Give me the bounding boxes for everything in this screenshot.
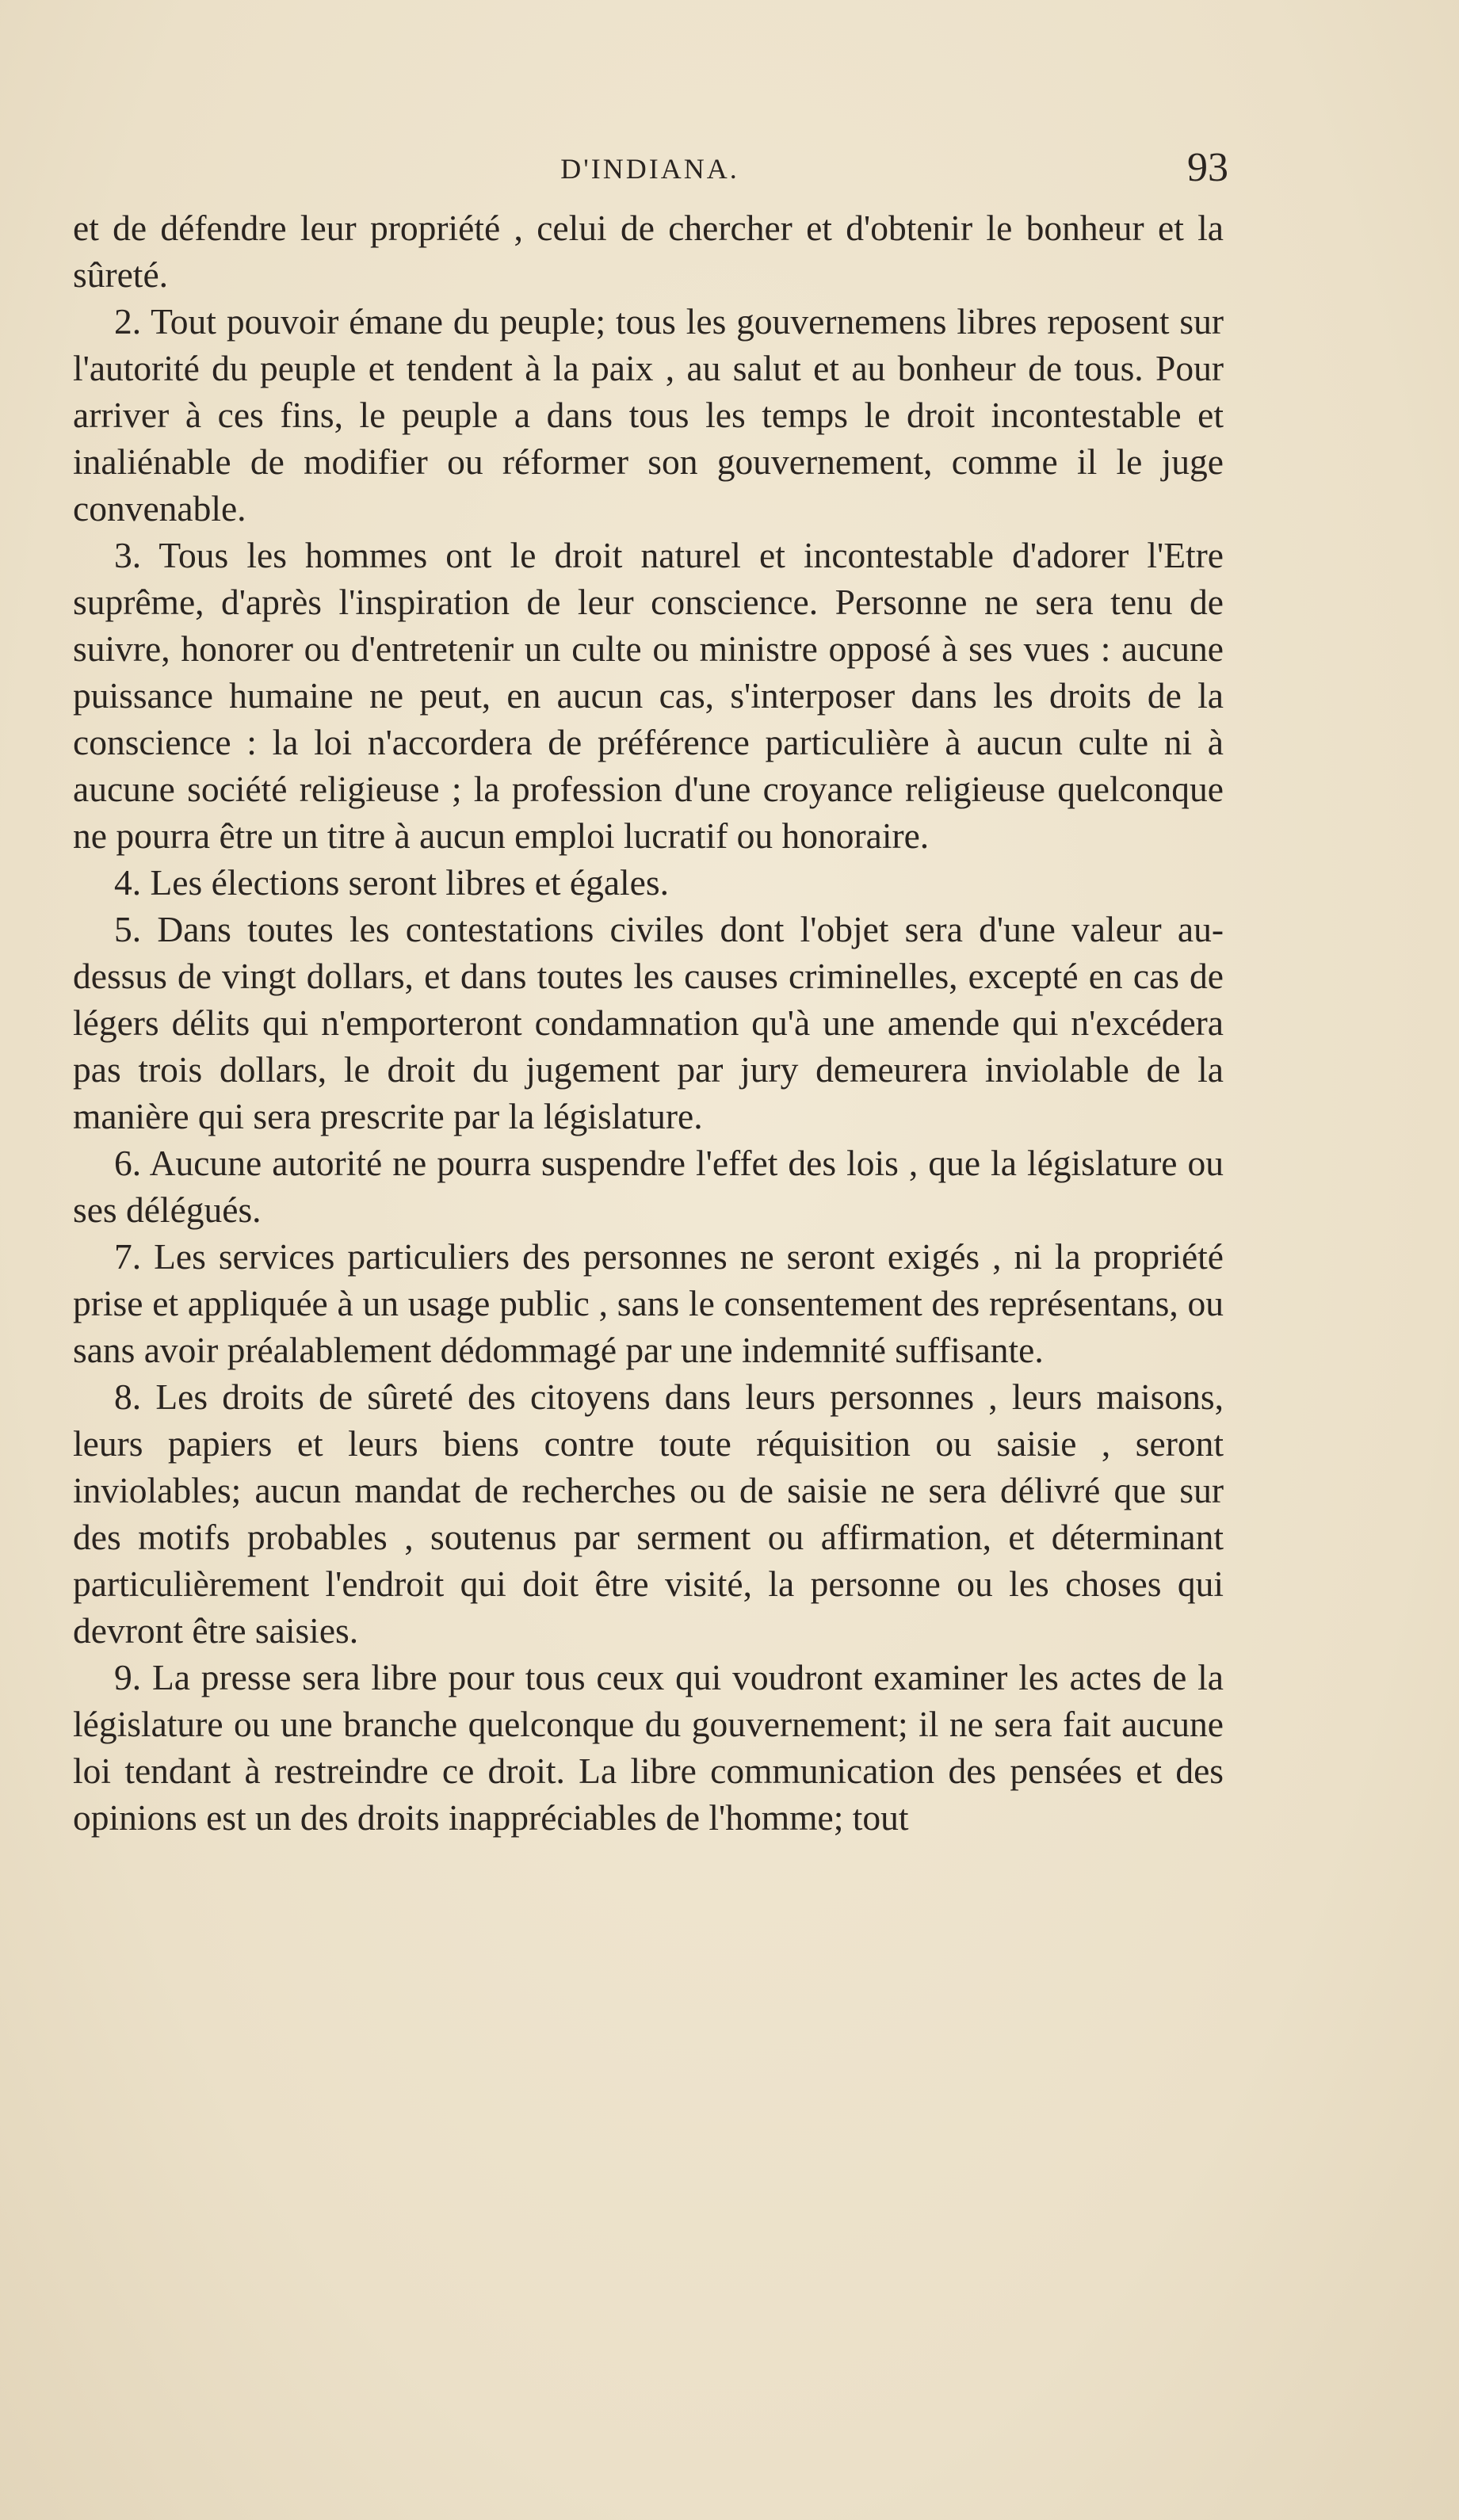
paragraph-continuation: et de défendre leur propriété , celui de chercher et d'obtenir le bonheur et la sûreté.: [73, 208, 1224, 295]
running-head: D'INDIANA.: [560, 153, 739, 185]
article-2: 2. Tout pouvoir émane du peuple; tous les gouvernemens libres reposent sur l'autorité du peuple et tendent à la paix , au salut et au bonheur de tous. Pour arriver à ces fins, le peuple a dans tous les temps le droit incontestable et inaliénable de modifier ou réformer son gouvernement, comme il le juge convenable.: [73, 301, 1224, 529]
article-6: 6. Aucune autorité ne pourra suspendre l'effet des lois , que la législature ou ses délégués.: [73, 1143, 1224, 1230]
article-5: 5. Dans toutes les contestations civiles dont l'objet sera d'une valeur au-dessus de vingt dollars, et dans toutes les causes criminelles, excepté en cas de légers délits qui n'emporteront condamnation qu'à une amende qui n'excédera pas trois dollars, le droit du jugement par jury demeurera inviolable de la manière qui sera prescrite par la législature.: [73, 909, 1224, 1136]
article-8: 8. Les droits de sûreté des citoyens dans leurs personnes , leurs maisons, leurs papiers et leurs biens contre toute réquisition ou saisie , seront inviolables; aucun mandat de recherches ou de saisie ne sera délivré que sur des motifs probables , soutenus par serment ou affirmation, et déterminant particulièrement l'endroit qui doit être visité, la personne ou les choses qui devront être saisies.: [73, 1376, 1224, 1651]
body-text: [73, 204, 1224, 1841]
article-9: 9. La presse sera libre pour tous ceux qui voudront examiner les actes de la législature ou une branche quelconque du gouvernement; il ne sera fait aucune loi tendant à restreindre ce droit. La libre communication des pensées et des opinions est un des droits inappréciables de l'homme; tout: [73, 1657, 1224, 1838]
article-7: 7. Les services particuliers des personnes ne seront exigés , ni la propriété prise et appliquée à un usage public , sans le consentement des représentans, ou sans avoir préalablement dédommagé par une indemnité suffisante.: [73, 1236, 1224, 1370]
page-header: [71, 145, 1228, 197]
article-4: 4. Les élections seront libres et égales.: [114, 862, 669, 903]
article-3: 3. Tous les hommes ont le droit naturel et incontestable d'adorer l'Etre suprême, d'après l'inspiration de leur conscience. Personne ne sera tenu de suivre, honorer ou d'entretenir un culte ou ministre opposé à ses vues : aucune puissance humaine ne peut, en aucun cas, s'interposer dans les droits de la conscience : la loi n'accordera de préférence particulière à aucun culte ni à aucune société religieuse ; la profession d'une croyance religieuse quelconque ne pourra être un titre à aucun emploi lucratif ou honoraire.: [73, 535, 1224, 856]
page-number: 93: [1187, 145, 1228, 190]
